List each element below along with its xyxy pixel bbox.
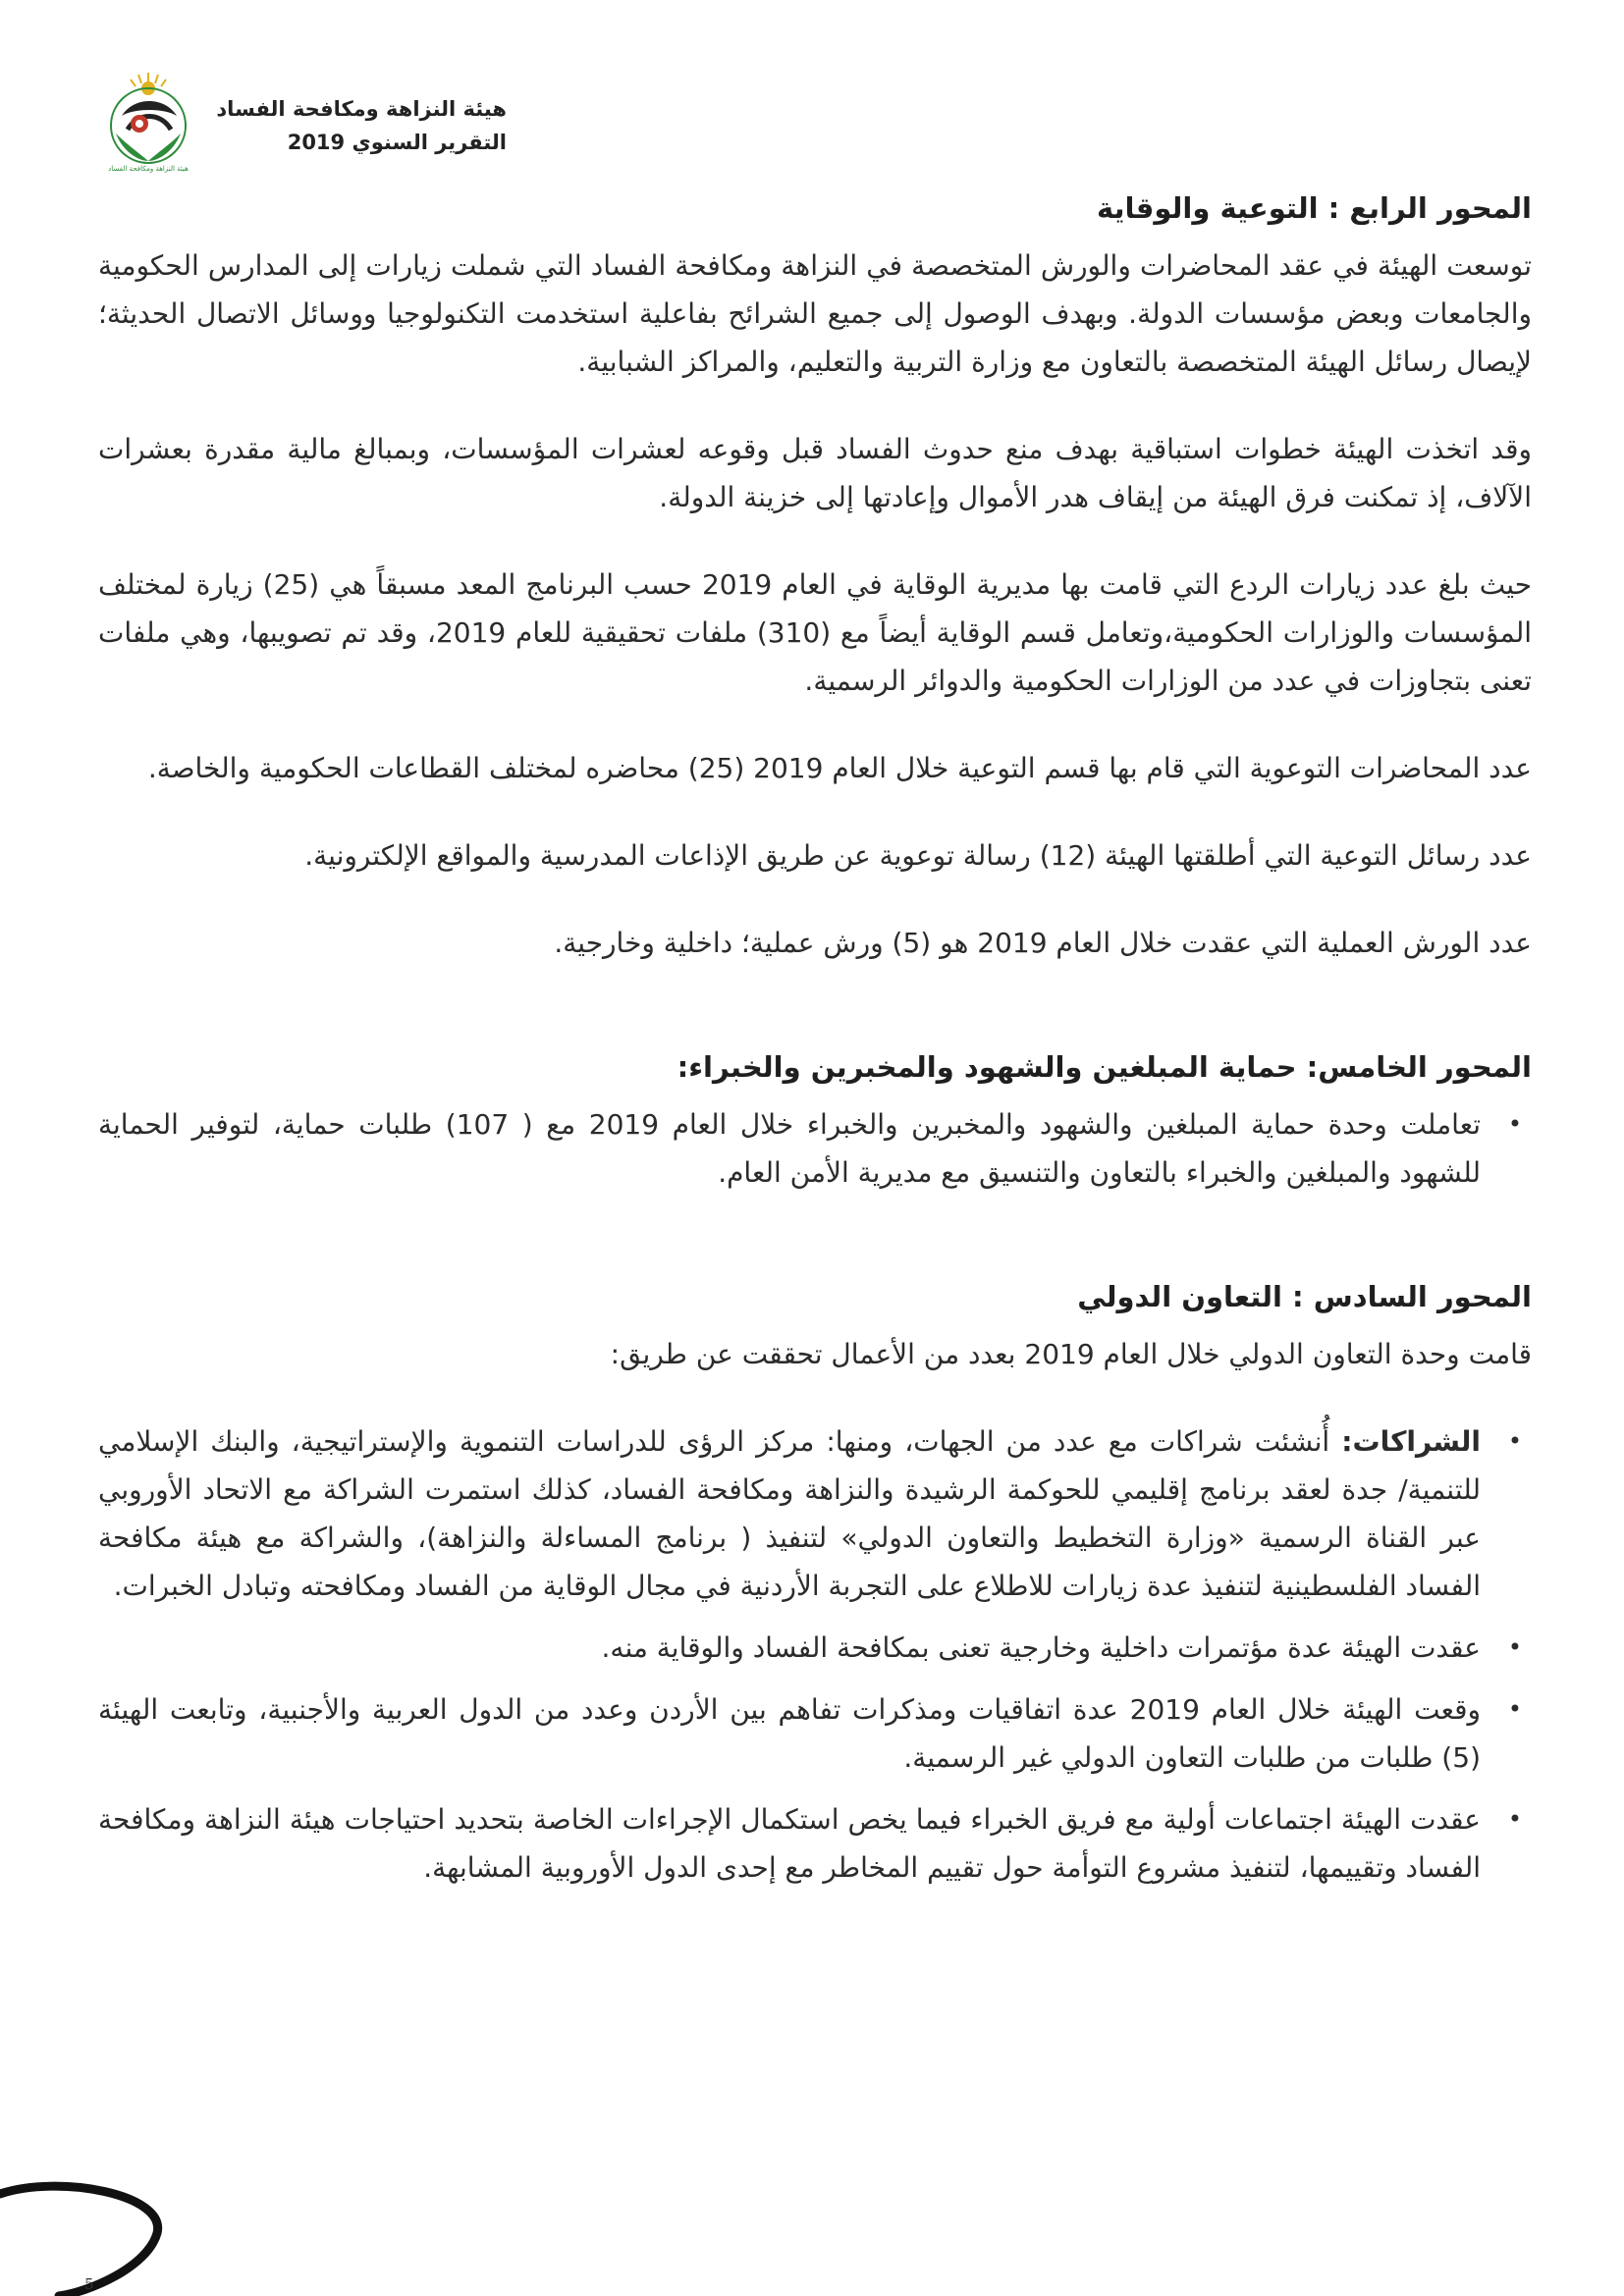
section6-bullet-3: • وقعت الهيئة خلال العام 2019 عدة اتفاقيات ومذكرات تفاهم بين الأردن وعدد من الدول العربية والأجنبية، وتابعت الهيئة (5) طلبات من طلبات التعاون الدولي غير الرسمية. <box>98 1685 1532 1782</box>
section6-bullet-2: • عقدت الهيئة عدة مؤتمرات داخلية وخارجية تعنى بمكافحة الفساد والوقاية منه. <box>98 1624 1532 1672</box>
section4-title: المحور الرابع : التوعية والوقاية <box>1096 191 1532 225</box>
header-report-title: التقرير السنوي 2019 <box>287 131 507 154</box>
header-org-name: هيئة النزاهة ومكافحة الفساد <box>216 97 507 121</box>
section5-list <box>98 1100 1532 1197</box>
partnerships-text: أُنشئت شراكات مع عدد من الجهات، ومنها: مركز الرؤى للدراسات التنموية والإستراتيجية، والبنك الإسلامي للتنمية/ جدة لعقد برنامج إقليمي للحوكمة الرشيدة والنزاهة ومكافحة الفساد، كذلك استمرت الشراكة مع الاتحاد الأوروبي عبر القناة الرسمية «وزارة التخطيط والتعاون الدولي» لتنفيذ ( برنامج المساءلة والنزاهة)، والشراكة مع هيئة مكافحة الفساد الفلسطينية لتنفيذ عدة زيارات للاطلاع على التجربة الأردنية في مجال الوقاية من الفساد ومكافحته وتبادل الخبرات. <box>98 1425 1481 1602</box>
section4-paragraph-2: وقد اتخذت الهيئة خطوات استباقية بهدف منع حدوث الفساد قبل وقوعه لعشرات المؤسسات، وبمبالغ مالية مقدرة بعشرات الآلاف، إذ تمكنت فرق الهيئة من إيقاف هدر الأموال وإعادتها إلى خزينة الدولة. <box>98 433 1532 513</box>
page-header <box>94 63 507 181</box>
section5-title: المحور الخامس: حماية المبلغين والشهود والمخبرين والخبراء: <box>677 1050 1532 1084</box>
section5-bullet-1: • تعاملت وحدة حماية المبلغين والشهود والمخبرين والخبراء خلال العام 2019 مع ( 107) طلبات حماية، لتوفير الحماية للشهود والمبلغين والخبراء بالتعاون والتنسيق مع مديرية الأمن العام. <box>98 1100 1532 1197</box>
partnerships-lead: الشراكات: <box>1341 1425 1481 1458</box>
section4-paragraph-6: عدد الورش العملية التي عقدت خلال العام 2019 هو (5) ورش عملية؛ داخلية وخارجية. <box>554 927 1532 959</box>
svg-text:هيئة النزاهة ومكافحة الفساد: هيئة النزاهة ومكافحة الفساد <box>108 165 189 173</box>
page-number: 5 <box>84 2275 94 2293</box>
logo-emblem-icon <box>94 69 202 177</box>
section6-list <box>98 1417 1532 1892</box>
section4-paragraph-5: عدد رسائل التوعية التي أطلقتها الهيئة (12) رسالة توعوية عن طريق الإذاعات المدرسية والمواقع الإلكترونية. <box>304 839 1532 872</box>
section6-intro: قامت وحدة التعاون الدولي خلال العام 2019 بعدد من الأعمال تحققت عن طريق: <box>610 1338 1532 1370</box>
section6-bullet-4: • عقدت الهيئة اجتماعات أولية مع فريق الخبراء فيما يخص استكمال الإجراءات الخاصة بتحديد احتياجات هيئة النزاهة ومكافحة الفساد وتقييمها، لتنفيذ مشروع التوأمة حول تقييم المخاطر مع إحدى الدول الأوروبية المشابهة. <box>98 1795 1532 1892</box>
decorative-swoosh-icon <box>0 2155 196 2296</box>
section6-title: المحور السادس : التعاون الدولي <box>1077 1280 1532 1313</box>
main-content <box>98 187 1532 1892</box>
section6-bullet-partnerships <box>98 1417 1532 1610</box>
section4-paragraph-1: توسعت الهيئة في عقد المحاضرات والورش المتخصصة في النزاهة ومكافحة الفساد التي شملت زيارات إلى المدارس الحكومية والجامعات وبعض مؤسسات الدولة. وبهدف الوصول إلى جميع الشرائح بفاعلية استخدمت التكنولوجيا ووسائل الاتصال الحديثة؛ لإيصال رسائل الهيئة المتخصصة بالتعاون مع وزارة التربية والتعليم، والمراكز الشبابية. <box>98 249 1532 378</box>
section4-paragraph-3: حيث بلغ عدد زيارات الردع التي قامت بها مديرية الوقاية في العام 2019 حسب البرنامج المعد مسبقاً هي (25) زيارة لمختلف المؤسسات والوزارات الحكومية،وتعامل قسم الوقاية أيضاً مع (310) ملفات تحقيقية للعام 2019، وقد تم تصويبها، وهي ملفات تعنى بتجاوزات في عدد من الوزارات الحكومية والدوائر الرسمية. <box>98 568 1533 697</box>
section4-paragraph-4: عدد المحاضرات التوعوية التي قام بها قسم التوعية خلال العام 2019 (25) محاضره لمختلف القطاعات الحكومية والخاصة. <box>147 752 1532 784</box>
